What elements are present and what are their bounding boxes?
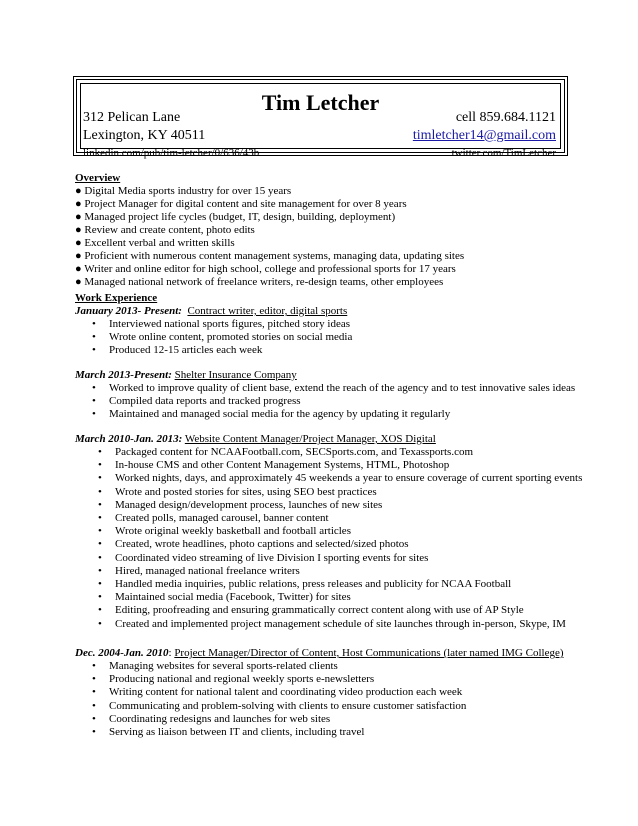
job-bullet: • Producing national and regional weekly sports e-newsletters [86, 673, 466, 686]
header-row-2 [83, 128, 556, 144]
job-heading: Dec. 2004-Jan. 2010: Project Manager/Director of Content, Host Communications (later named IMG College) [75, 647, 564, 659]
job-bullet: • Wrote original weekly basketball and football articles [92, 525, 582, 538]
job-bullet: • Serving as liaison between IT and clients, including travel [86, 726, 466, 739]
job-bullet: • Compiled data reports and tracked progress [86, 395, 575, 408]
job-bullet: • Communicating and problem-solving with clients to ensure customer satisfaction [86, 700, 466, 713]
job-heading [75, 305, 347, 318]
job-bullet: • Hired, managed national freelance writers [92, 565, 582, 578]
overview-item: ● Proficient with numerous content management systems, managing data, updating sites [75, 250, 465, 262]
job-date: January 2013- Present: [75, 305, 182, 317]
overview-section [75, 172, 464, 289]
job-bullets [86, 318, 352, 358]
overview-item: ● Managed national network of freelance writers, re-design teams, other employees [75, 276, 444, 288]
job-bullet: • Worked nights, days, and approximately 45 weekends a year to ensure coverage of current sporting events [92, 472, 582, 485]
job-bullet: • Created polls, managed carousel, banner content [92, 512, 582, 525]
overview-item: ● Digital Media sports industry for over 15 years [75, 185, 292, 197]
job-date: March 2013-Present: [75, 369, 172, 381]
job-bullet: • In-house CMS and other Content Management Systems, HTML, Photoshop [92, 459, 582, 472]
resume-name: Tim Letcher [261, 90, 380, 115]
job-bullet: • Managed design/development process, launches of new sites [92, 499, 582, 512]
job-bullet: • Created, wrote headlines, photo captions and selected/sized photos [92, 538, 582, 551]
address-line-2: Lexington, KY 40511 [83, 128, 206, 143]
job-bullets [92, 446, 582, 631]
work-experience-title: Work Experience [75, 292, 158, 304]
linkedin-url: linkedin.com/pub/tim-letcher/0/636/43b [83, 147, 260, 159]
job-role: Website Content Manager/Project Manager, XOS Digital [184, 433, 436, 445]
job-bullet: • Managing websites for several sports-related clients [86, 660, 466, 673]
job-role: Contract writer, editor, digital sports [187, 305, 348, 317]
job-bullet: • Interviewed national sports figures, pitched story ideas [86, 318, 352, 331]
job-bullet: • Wrote online content, promoted stories on social media [86, 331, 352, 344]
overview-item: ● Review and create content, photo edits [75, 224, 255, 236]
overview-title: Overview [75, 172, 121, 184]
address-line-1: 312 Pelican Lane [83, 110, 181, 125]
job-bullet: • Worked to improve quality of client base, extend the reach of the agency and to test innovative sales ideas [86, 382, 575, 395]
job-date: March 2010-Jan. 2013: [75, 433, 183, 445]
header-row-1 [83, 110, 556, 126]
job-bullet: • Created and implemented project management schedule of site launches through in-person, Skype, IM [92, 618, 582, 631]
header-row-3 [83, 145, 556, 158]
twitter-url: twitter.com/TimLetcher [451, 147, 556, 159]
job-heading [75, 433, 436, 446]
job-bullets [86, 660, 466, 739]
job-bullet: • Produced 12-15 articles each week [86, 344, 352, 357]
job-heading [75, 369, 297, 382]
job-bullet: • Writing content for national talent and coordinating video production each week [86, 686, 466, 699]
job-bullet: • Maintained and managed social media for the agency by updating it regularly [86, 408, 575, 421]
header-inner-border [80, 83, 561, 159]
overview-item: ● Excellent verbal and written skills [75, 237, 235, 249]
job-bullet: • Coordinated video streaming of live Division I sporting events for sites [92, 552, 582, 565]
job-bullet: • Coordinating redesigns and launches for web sites [86, 713, 466, 726]
job-bullet: • Maintained social media (Facebook, Twitter) for sites [92, 591, 582, 604]
job-bullet: • Handled media inquiries, public relations, press releases and publicity for NCAA Football [92, 578, 582, 591]
job-bullet: • Editing, proofreading and ensuring grammatically correct content along with use of AP Style [92, 604, 582, 617]
job-bullets [86, 382, 575, 422]
email-link[interactable]: timletcher14@gmail.com [412, 128, 556, 143]
overview-item: ● Project Manager for digital content and site management for over 8 years [75, 198, 407, 210]
phone: cell 859.684.1121 [455, 110, 556, 125]
job-role: Project Manager/Director of Content, Host Communications (later named IMG College) [174, 647, 564, 659]
work-experience-title-wrap [75, 292, 157, 305]
job-bullet: • Wrote and posted stories for sites, using SEO best practices [92, 486, 582, 499]
overview-item: ● Writer and online editor for high school, college and professional sports for 17 years [75, 263, 456, 275]
job-bullet: • Packaged content for NCAAFootball.com, SECSports.com, and Texassports.com [92, 446, 582, 459]
overview-item: ● Managed project life cycles (budget, IT, design, building, deployment) [75, 211, 396, 223]
header-box [73, 76, 568, 159]
job-date: Dec. 2004-Jan. 2010 [75, 647, 169, 659]
job-role: Shelter Insurance Company [174, 369, 297, 381]
